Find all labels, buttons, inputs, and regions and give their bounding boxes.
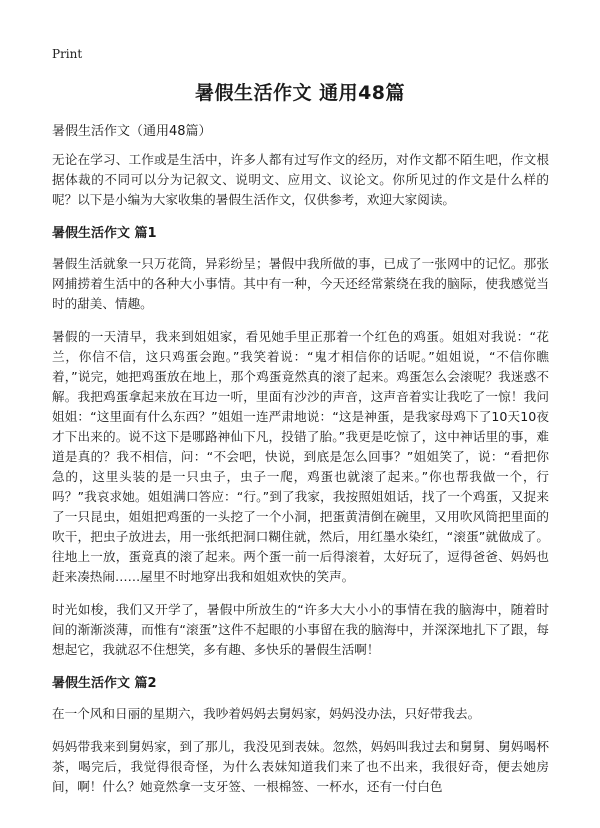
article-subtitle: 暑假生活作文（通用48篇） xyxy=(52,124,212,139)
paragraph: 妈妈带我来到舅妈家，到了那儿，我没见到表妹。忽然，妈妈叫我过去和舅舅、舅妈喝杯茶，喝完后，我觉得很奇怪，为什么表妹知道我们来了也不出来，我很好奇，便去她房间，啊！什么？她竟然拿一支牙签、一根棉签、一杯水，还有一付白色 xyxy=(52,739,549,794)
paragraph: 时光如梭，我们又开学了，暑假中所放生的“许多大大小小的事情在我的脑海中，随着时间的渐渐淡薄，而惟有“滚蛋”这件不起眼的小事留在我的脑海中，并深深地扎下了跟，每想起它，我就忍不住想笑，多有趣、多快乐的暑假生活啊！ xyxy=(52,602,549,657)
paragraph: 暑假的一天清早，我来到姐姐家，看见她手里正那着一个红色的鸡蛋。姐姐对我说：“花兰，你信不信，这只鸡蛋会跑。”我笑着说：“鬼才相信你的话呢。”姐姐说，“不信你瞧着，”说完，她把鸡蛋放在地上，那个鸡蛋竟然真的滚了起来。鸡蛋怎么会滚呢？我迷惑不解。我把鸡蛋拿起来放在耳边一听，里面有沙沙的声音，这声音着实让我吃了一惊！我问姐姐：“这里面有什么东西？”姐姐一连严肃地说：“这是神蛋，是我家母鸡下了10天10夜才下出来的。说不这下是哪路神仙下凡，投错了胎。”我更是吃惊了，这中神话里的事，难道是真的？我不相信，问：“不会吧，快说，到底是怎么回事？”姐姐笑了，说：“看把你急的，这里头装的是一只虫子，虫子一爬，鸡蛋也就滚了起来。”你也帮我做一个，行吗？”我哀求她。姐姐满口答应：“行。”到了我家，我按照姐姐话，找了一个鸡蛋，又捉来了一只昆虫，姐姐把鸡蛋的一头挖了一个小洞，把蛋黄清倒在碗里，又用吹风筒把里面的吹干，把虫子放进去，用一张纸把洞口糊住就，然后，用红墨水染红，“滚蛋”就做成了。往地上一放，蛋竟真的滚了起来。两个蛋一前一后得滚着，太好玩了，逗得爸爸、妈妈也赶来凑热闹……屋里不时地穿出我和姐姐欢快的笑声。 xyxy=(52,329,549,584)
section-heading: 暑假生活作文 篇1 xyxy=(52,226,157,241)
page-title: 暑假生活作文 通用48篇 xyxy=(194,82,406,104)
section-heading: 暑假生活作文 篇2 xyxy=(52,676,157,691)
article-body xyxy=(52,150,549,810)
intro-paragraph: 无论在学习、工作或是生活中，许多人都有过写作文的经历，对作文都不陌生吧，作文根据体裁的不同可以分为记叙文、说明文、应用文、议论文。你所见过的作文是什么样的呢？以下是小编为大家收集的暑假生活作文，仅供参考，欢迎大家阅读。 xyxy=(52,152,549,207)
print-link[interactable]: Print xyxy=(52,47,83,61)
paragraph: 暑假生活就象一只万花筒，异彩纷呈；暑假中我所做的事，已成了一张网中的记忆。那张网捕捞着生活中的各种大小事情。其中有一种，今天还经常萦绕在我的脑际，使我感觉当时的甜美、情趣。 xyxy=(52,256,549,311)
paragraph: 在一个风和日丽的星期六，我吵着妈妈去舅妈家，妈妈没办法，只好带我去。 xyxy=(52,706,481,721)
